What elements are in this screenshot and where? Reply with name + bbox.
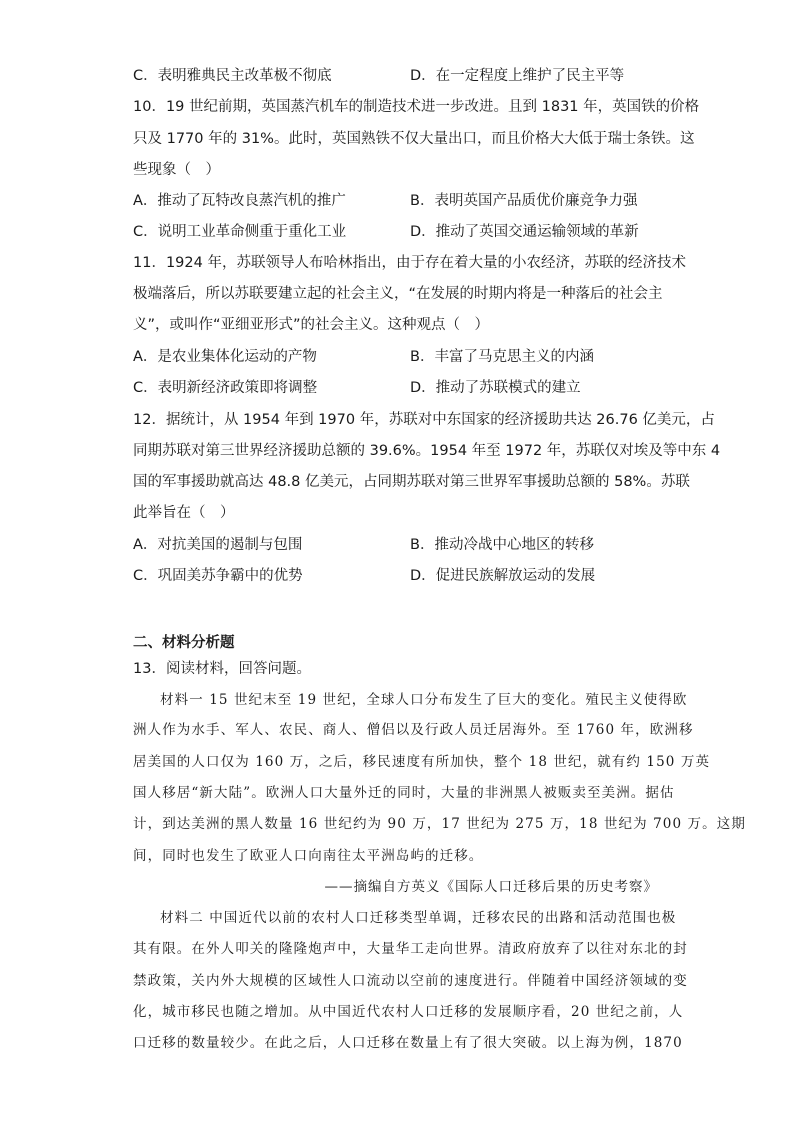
- q11-option-c: C．表明新经济政策即将调整: [133, 380, 318, 396]
- q10-option-b: B．表明英国产品质优价廉竞争力强: [410, 193, 638, 209]
- q11-stem-line-2: 极端落后，所以苏联要建立起的社会主义，“在发展的时期内将是一种落后的社会主: [133, 286, 663, 302]
- material1-line-6: 间，同时也发生了欧亚人口向南往太平洲岛屿的迁移。: [133, 848, 484, 864]
- q12-stem-line-1: 12．据统计，从 1954 年到 1970 年，苏联对中东国家的经济援助共达 26.76 亿美元，占: [133, 412, 715, 428]
- q10-option-d: D．推动了英国交通运输领域的革新: [410, 224, 639, 240]
- q10-option-a: A．推动了瓦特改良蒸汽机的推广: [133, 193, 346, 209]
- material1-line-2: 洲人作为水手、军人、农民、商人、僧侣以及行政人员迁居海外。至 1760 年，欧洲移: [133, 722, 694, 738]
- q12-option-a: A．对抗美国的遏制与包围: [133, 537, 303, 553]
- q12-stem-line-2: 同期苏联对第三世界经济援助总额的 39.6%。1954 年至 1972 年，苏联仅对埃及等中东 4: [133, 443, 721, 459]
- q11-option-a: A．是农业集体化运动的产物: [133, 349, 317, 365]
- q10-stem-line-3: 些现象（ ）: [133, 162, 220, 178]
- q11-option-b: B．丰富了马克思主义的内涵: [410, 349, 594, 365]
- material2-line-1: 材料二 中国近代以前的农村人口迁移类型单调，迁移农民的出路和活动范围也极: [160, 910, 677, 926]
- q12-stem-line-4: 此举旨在（ ）: [133, 505, 235, 521]
- material2-line-4: 化，城市移民也随之增加。从中国近代农村人口迁移的发展顺序看，20 世纪之前，人: [133, 1004, 684, 1020]
- q11-stem-line-1: 11．1924 年，苏联领导人布哈林指出，由于存在着大量的小农经济，苏联的经济技术: [133, 255, 686, 271]
- q10-option-c: C．说明工业革命侧重于重化工业: [133, 224, 347, 240]
- material2-line-3: 禁政策，关内外大规模的区域性人口流动以空前的速度进行。伴随着中国经济领域的变: [133, 973, 688, 989]
- q11-stem-line-3: 义”，或叫作“亚细亚形式”的社会主义。这种观点（ ）: [133, 317, 490, 333]
- q12-option-c: C．巩固美苏争霸中的优势: [133, 568, 303, 584]
- material1-line-5: 计，到达美洲的黑人数量 16 世纪约为 90 万，17 世纪为 275 万，18 世纪为 700 万。这期: [133, 816, 746, 832]
- q10-stem-line-1: 10．19 世纪前期，英国蒸汽机车的制造技术进一步改进。且到 1831 年，英国铁的价格: [133, 99, 700, 115]
- material1-line-4: 国人移居“新大陆”。欧洲人口大量外迁的同时，大量的非洲黑人被贩卖至美洲。据估: [133, 785, 675, 801]
- q9-option-c: C．表明雅典民主改革极不彻底: [133, 68, 332, 84]
- q12-option-b: B．推动冷战中心地区的转移: [410, 537, 594, 553]
- material2-line-5: 口迁移的数量较少。在此之后，人口迁移在数量上有了很大突破。以上海为例，1870: [133, 1035, 683, 1051]
- material1-line-1: 材料一 15 世纪末至 19 世纪，全球人口分布发生了巨大的变化。殖民主义使得欧: [160, 692, 688, 708]
- q13-stem: 13．阅读材料，回答问题。: [133, 661, 311, 677]
- material1-source: ——摘编自方英义《国际人口迁移后果的历史考察》: [324, 879, 658, 895]
- q10-stem-line-2: 只及 1770 年的 31%。此时，英国熟铁不仅大量出口，而且价格大大低于瑞士条铁。这: [133, 131, 695, 147]
- section-title: 二、材料分析题: [133, 635, 235, 651]
- q9-option-d: D．在一定程度上维护了民主平等: [410, 68, 625, 84]
- q12-option-d: D．促进民族解放运动的发展: [410, 568, 596, 584]
- q11-option-d: D．推动了苏联模式的建立: [410, 380, 581, 396]
- material1-line-3: 居美国的人口仅为 160 万，之后，移民速度有所加快，整个 18 世纪，就有约 150 万英: [133, 754, 711, 770]
- q12-stem-line-3: 国的军事援助就高达 48.8 亿美元，占同期苏联对第三世界军事援助总额的 58%。苏联: [133, 474, 690, 490]
- material2-line-2: 其有限。在外人叩关的隆隆炮声中，大量华工走向世界。清政府放弃了以往对东北的封: [133, 941, 688, 957]
